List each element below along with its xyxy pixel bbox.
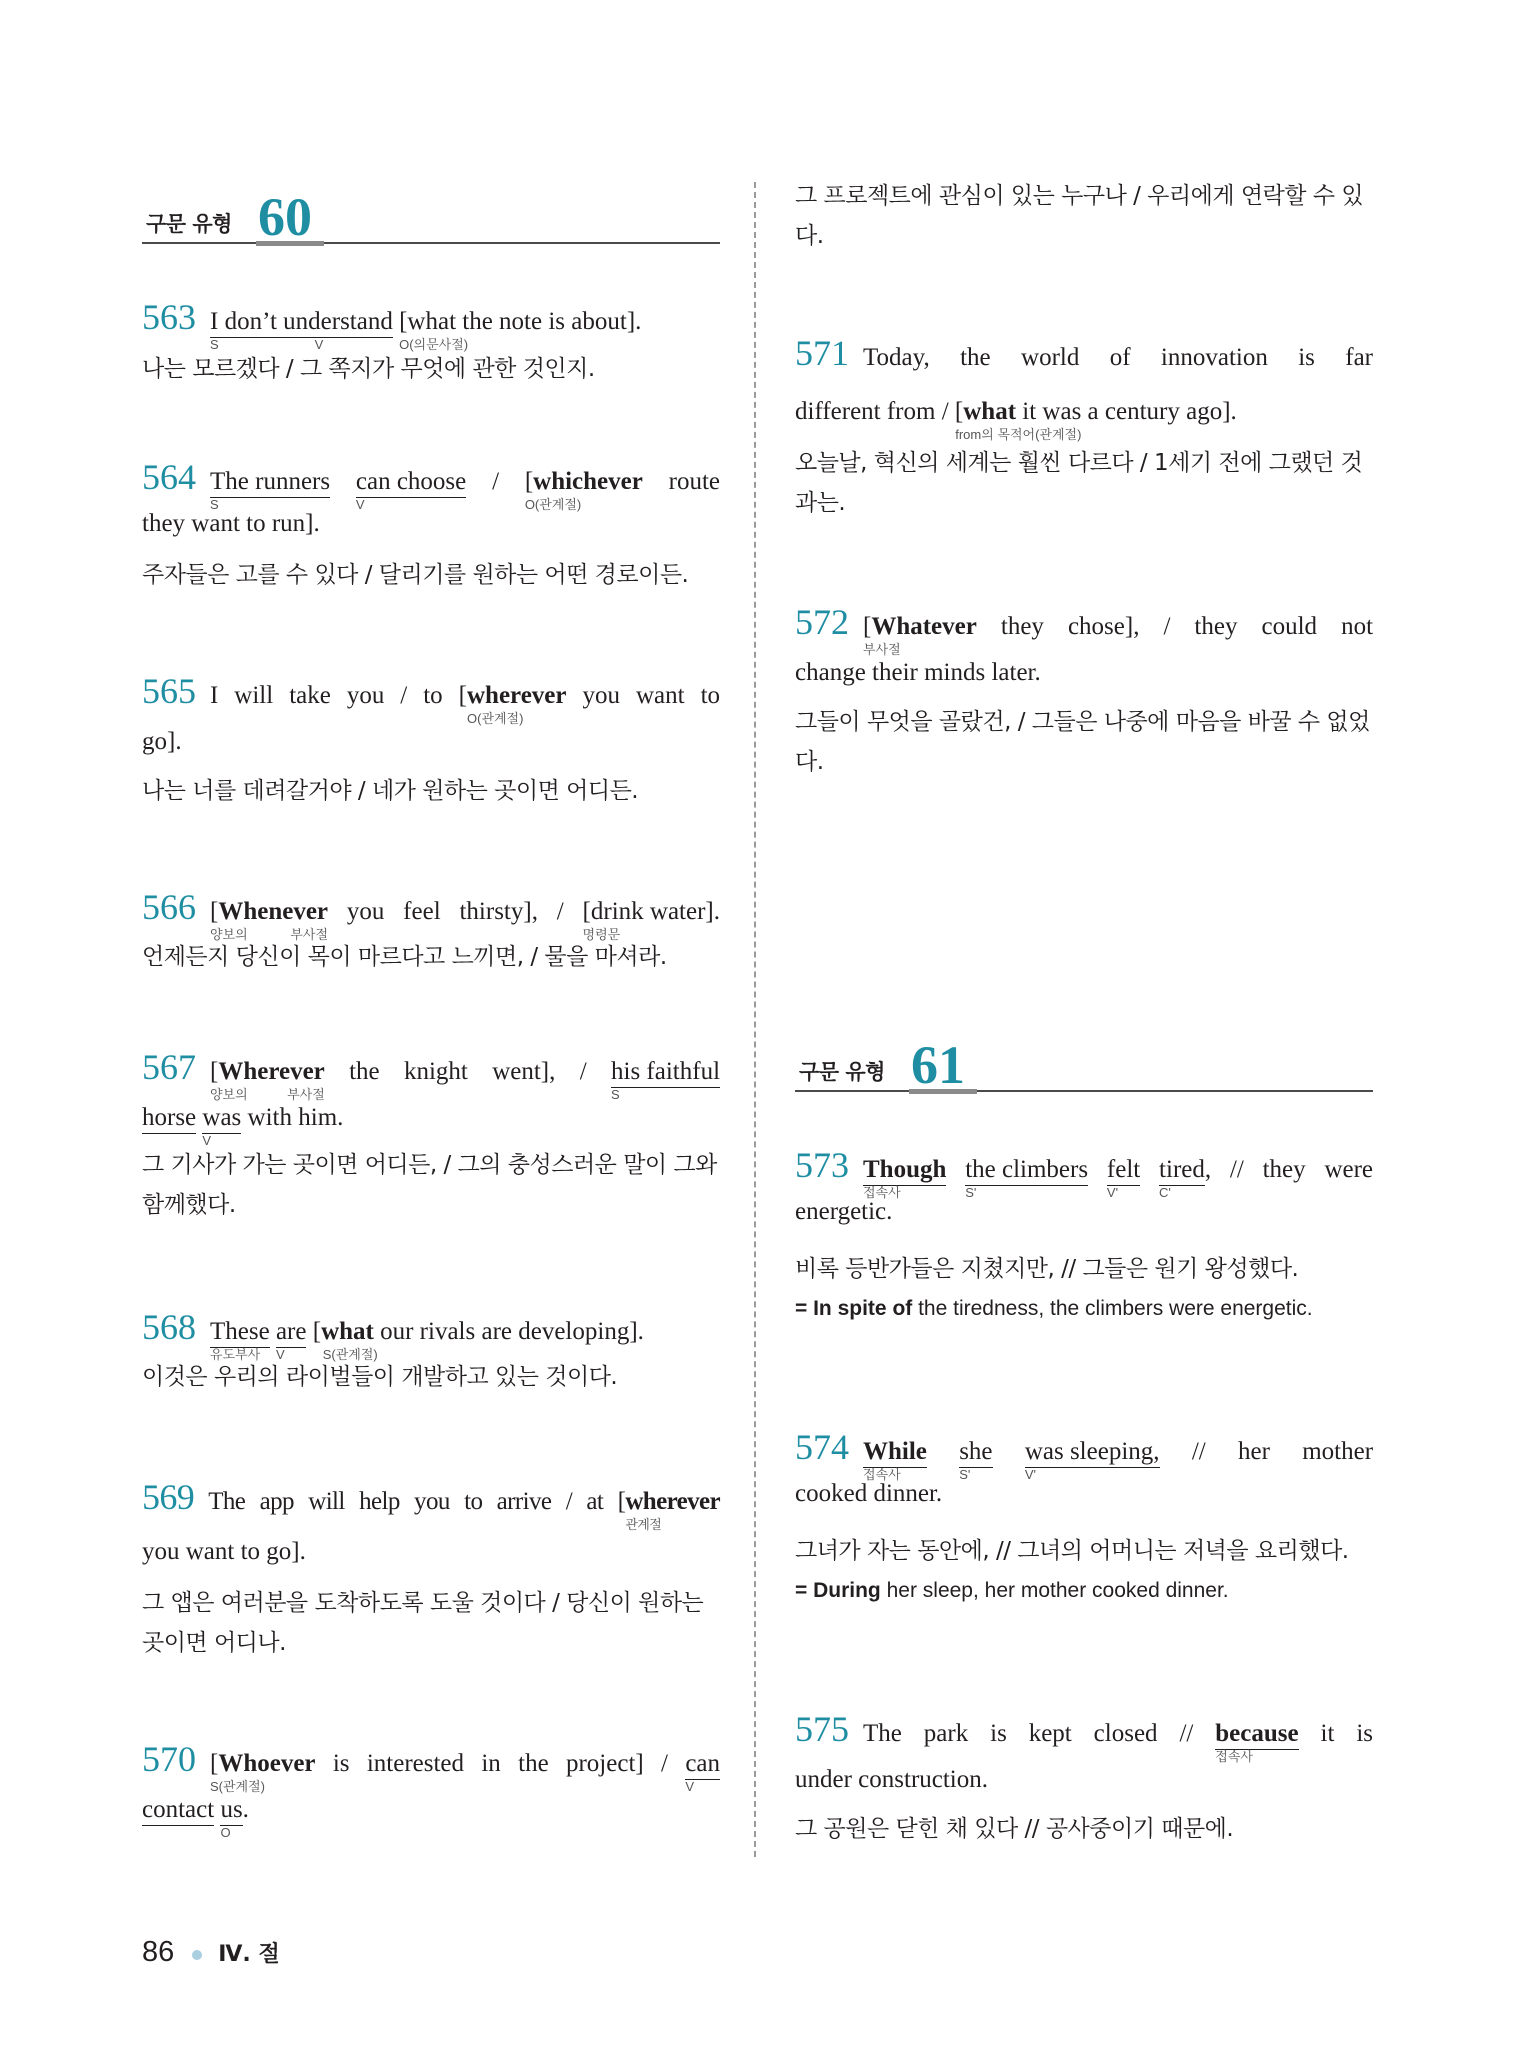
- grammar-label: from의 목적어(관계절): [955, 427, 1082, 442]
- entry-english-cont: cooked dinner.: [795, 1480, 943, 1507]
- grammar-label: S V: [210, 337, 324, 352]
- entry-number: 570: [142, 1739, 196, 1779]
- entry-number: 568: [142, 1307, 196, 1347]
- entry-number: 572: [795, 602, 849, 642]
- korean-translation: 오늘날, 혁신의 세계는 훨씬 다르다 / 1세기 전에 그랬던 것과는.: [795, 450, 1363, 516]
- entry-english-cont: contact us O .: [142, 1796, 249, 1840]
- entry-english: 572 [Whatever 부사절 they chose], / they could not: [795, 602, 1374, 657]
- entry-english: 567 [Wherever 양보의 부사절 the knight went], / his faithful S: [142, 1047, 721, 1102]
- entry-number: 566: [142, 887, 196, 927]
- entry-number: 563: [142, 297, 196, 337]
- grammar-label: 양보의 부사절: [210, 1087, 325, 1102]
- verb: are V: [275, 1318, 307, 1362]
- entry-english-cont: horse was V with him.: [142, 1104, 344, 1148]
- subject: the climbers S': [965, 1156, 1089, 1200]
- grammar-label: 관계절: [625, 1517, 662, 1532]
- grammar-label: S': [959, 1467, 971, 1482]
- entry-english-cont: energetic.: [795, 1198, 893, 1225]
- paraphrase: = In spite of the tiredness, the climbers were energetic.: [795, 1297, 1313, 1320]
- grammar-label: S: [210, 497, 219, 512]
- korean-translation: 그 프로젝트에 관심이 있는 누구나 / 우리에게 연락할 수 있다.: [795, 183, 1364, 249]
- column-divider: [754, 182, 756, 1857]
- entry-english: 569 The app will help you to arrive / at [wherever 관계절: [142, 1477, 720, 1532]
- page-footer: [142, 1936, 280, 1969]
- expletive: These 유도부사: [210, 1318, 270, 1362]
- entry-english: 573 Though 접속사 the climbers S' felt V' tired C' , // they were: [795, 1145, 1374, 1200]
- grammar-label: 접속사: [1215, 1749, 1253, 1764]
- entry-english: 566 [Whenever 양보의 부사절 you feel thirsty], / [drink water]. 명령문: [142, 887, 720, 942]
- entry-570-translation: [795, 176, 1373, 256]
- object-clause: what from의 목적어(관계절): [955, 398, 1082, 442]
- entry-572: [795, 595, 1373, 782]
- korean-translation: 비록 등반가들은 지쳤지만, // 그들은 원기 왕성했다.: [795, 1256, 1299, 1282]
- grammar-label: S': [965, 1185, 977, 1200]
- adverb-clause: [Whatever 부사절: [863, 613, 977, 657]
- section-header-61: [795, 1030, 1373, 1095]
- entry-english: 574 While 접속사 she S' was sleeping, V' // her mother: [795, 1427, 1374, 1482]
- grammar-label: V': [1106, 1185, 1119, 1200]
- subject: The runners S: [210, 468, 331, 512]
- conjunction: While 접속사: [863, 1438, 927, 1482]
- imperative-clause: [drink water]. 명령문: [582, 898, 720, 942]
- korean-translation: 이것은 우리의 라이벌들이 개발하고 있는 것이다.: [142, 1364, 618, 1390]
- grammar-label: 유도부사: [210, 1347, 261, 1362]
- section-number: 61: [911, 1035, 965, 1095]
- complement: tired C': [1159, 1156, 1205, 1200]
- subject-cont: horse: [142, 1103, 196, 1134]
- grammar-label: C': [1159, 1185, 1171, 1200]
- entry-567: [142, 1040, 720, 1225]
- entry-english: 575 The park is kept closed // because 접속사 it is: [795, 1709, 1374, 1764]
- entry-english: 564 The runners S can choose V / [whichever O(관계절) route: [142, 457, 721, 512]
- korean-translation: 나는 너를 데려갈거야 / 네가 원하는 곳이면 어디든.: [142, 778, 639, 804]
- conjunction: Though 접속사: [863, 1156, 947, 1200]
- verb: can V: [685, 1750, 721, 1794]
- entry-570: [142, 1732, 721, 1840]
- subject: his faithful S: [611, 1058, 721, 1102]
- entry-english-cont: change their minds later.: [795, 659, 1041, 686]
- korean-translation: 주자들은 고를 수 있다 / 달리기를 원하는 어떤 경로이든.: [142, 562, 689, 588]
- grammar-label: S(관계절): [322, 1347, 378, 1362]
- entry-english-cont: different from / [what from의 목적어(관계절) it was a century ago].: [795, 398, 1237, 442]
- entry-number: 569: [142, 1477, 195, 1517]
- grammar-label: 명령문: [582, 927, 621, 942]
- bullet-dot-icon: [192, 1950, 202, 1960]
- concession-clause: [Wherever 양보의 부사절: [210, 1058, 325, 1102]
- grammar-label: 부사절: [863, 642, 901, 657]
- grammar-label: V: [275, 1347, 285, 1362]
- korean-translation: 그녀가 자는 동안에, // 그녀의 어머니는 저녁을 요리했다.: [795, 1538, 1349, 1564]
- entry-english-cont: under construction.: [795, 1766, 989, 1793]
- grammar-label: 양보의 부사절: [210, 927, 329, 942]
- section-header-60: [142, 182, 720, 247]
- object: us O: [220, 1796, 243, 1840]
- entry-number: 565: [142, 671, 196, 711]
- korean-translation: 그들이 무엇을 골랐건, / 그들은 나중에 마음을 바꿀 수 없었다.: [795, 709, 1370, 775]
- grammar-label: V: [685, 1779, 694, 1794]
- entry-575: [795, 1702, 1373, 1849]
- entry-569: [142, 1470, 720, 1663]
- page-number: 86: [142, 1936, 175, 1968]
- verb: was sleeping, V': [1024, 1438, 1160, 1482]
- paraphrase: = During her sleep, her mother cooked dinner.: [795, 1579, 1229, 1602]
- entry-english: 571 Today, the world of innovation is far: [795, 333, 1373, 373]
- verb: felt V': [1106, 1156, 1141, 1200]
- verb: can choose V: [355, 468, 467, 512]
- korean-translation: 언제든지 당신이 목이 마르다고 느끼면, / 물을 마셔라.: [142, 944, 667, 970]
- grammar-label: V': [1024, 1467, 1036, 1482]
- entry-number: 567: [142, 1047, 196, 1087]
- section-label: 구문 유형: [146, 212, 232, 236]
- entry-573: [795, 1138, 1373, 1329]
- grammar-label: V: [202, 1133, 212, 1148]
- entry-565: [142, 664, 720, 811]
- entry-number: 573: [795, 1145, 849, 1185]
- entry-574: [795, 1420, 1373, 1611]
- subject-verb-phrase: I don’t understand S V: [210, 308, 393, 352]
- object-clause: [whichever O(관계절): [524, 468, 643, 512]
- subject: she S': [959, 1438, 993, 1482]
- grammar-label: S: [611, 1087, 620, 1102]
- entry-english-cont: you want to go].: [142, 1538, 306, 1565]
- verb-cont: contact: [142, 1795, 214, 1826]
- korean-translation: 그 공원은 닫힌 채 있다 // 공사중이기 때문에.: [795, 1816, 1234, 1842]
- section-label: 구문 유형: [799, 1060, 885, 1084]
- object-clause: wherever O(관계절): [467, 682, 567, 726]
- korean-translation: 그 앱은 여러분을 도착하도록 도울 것이다 / 당신이 원하는 곳이면 어디나.: [142, 1590, 704, 1656]
- concession-clause: [Whenever 양보의 부사절: [210, 898, 329, 942]
- entry-number: 574: [795, 1427, 849, 1467]
- entry-english: [142, 290, 720, 352]
- grammar-label: O(의문사절): [399, 337, 469, 352]
- section-number: 60: [258, 187, 312, 247]
- entry-english: 568 These 유도부사 are V [what S(관계절) our rivals are developing].: [142, 1307, 644, 1362]
- entry-number: 575: [795, 1709, 849, 1749]
- entry-563: [142, 290, 720, 389]
- entry-number: 564: [142, 457, 196, 497]
- entry-english: 565 I will take you / to [wherever O(관계절) you want to: [142, 671, 721, 726]
- grammar-label: O(관계절): [524, 497, 582, 512]
- grammar-label: O: [220, 1825, 231, 1840]
- entry-english: 570 [Whoever S(관계절) is interested in the project] / can V: [142, 1739, 721, 1794]
- grammar-label: 접속사: [863, 1185, 901, 1200]
- subject-clause: [Whoever S(관계절): [210, 1750, 316, 1794]
- korean-translation: 그 기사가 가는 곳이면 어디든, / 그의 충성스러운 말이 그와 함께했다.: [142, 1152, 717, 1218]
- object-clause: [what the note is about]. O(의문사절): [399, 308, 642, 352]
- verb: was V: [202, 1104, 242, 1148]
- entry-566: [142, 880, 720, 977]
- relative-clause: wherever 관계절: [625, 1488, 720, 1532]
- subject-clause: [what S(관계절): [312, 1318, 378, 1362]
- entry-english-cont: go].: [142, 728, 182, 755]
- grammar-label: S(관계절): [210, 1779, 266, 1794]
- entry-number: 571: [795, 333, 849, 373]
- conjunction: because 접속사: [1215, 1720, 1299, 1764]
- entry-571: [795, 326, 1373, 523]
- grammar-label: V: [355, 497, 365, 512]
- chapter-title: Ⅳ. 절: [218, 1942, 280, 1967]
- entry-english-cont: they want to run].: [142, 510, 320, 537]
- korean-translation: 나는 모르겠다 / 그 쪽지가 무엇에 관한 것인지.: [142, 356, 595, 382]
- grammar-label: 접속사: [863, 1467, 901, 1482]
- entry-564: [142, 450, 720, 595]
- entry-568: [142, 1300, 720, 1397]
- grammar-label: O(관계절): [467, 711, 524, 726]
